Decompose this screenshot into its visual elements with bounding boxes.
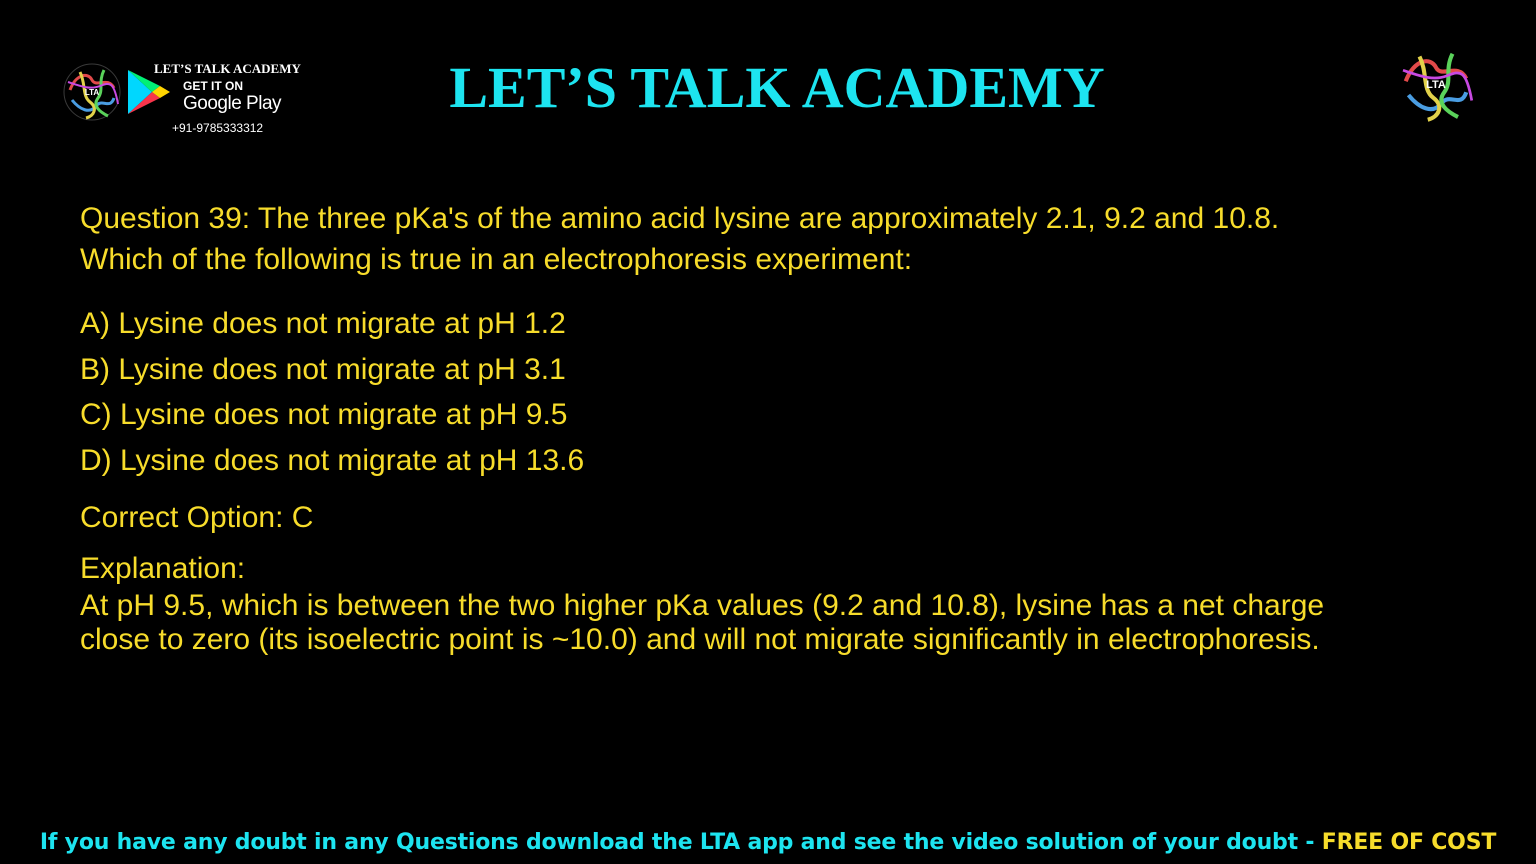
lta-molecule-logo-icon	[1392, 40, 1480, 128]
footer-message: If you have any doubt in any Questions download the LTA app and see the video solution of your doubt -	[39, 830, 1322, 855]
question-text	[80, 198, 1480, 280]
badge-academy-name: LET’S TALK ACADEMY	[154, 61, 301, 76]
question-content	[80, 198, 1480, 657]
correct-option: Correct Option: C	[80, 501, 314, 534]
badge-get-it-on: GET IT ON	[183, 79, 243, 93]
question-line-2: Which of the following is true in an electrophoresis experiment:	[80, 243, 913, 276]
svg-text:LTA: LTA	[84, 88, 100, 97]
options-list	[80, 301, 1480, 483]
badge-phone-number: +91-9785333312	[172, 121, 264, 135]
explanation-line-2: close to zero (its isoelectric point is ~10.0) and will not migrate significantly in electrophoresis.	[80, 623, 1320, 656]
option-d: D) Lysine does not migrate at pH 13.6	[80, 443, 585, 477]
explanation-label: Explanation:	[80, 552, 246, 585]
svg-text:LTA: LTA	[1426, 79, 1446, 92]
page-title: LET’S TALK ACADEMY	[449, 55, 1105, 120]
footer-banner	[0, 830, 1536, 855]
explanation-line-1: At pH 9.5, which is between the two higher pKa values (9.2 and 10.8), lysine has a net charge	[80, 589, 1325, 622]
option-c: C) Lysine does not migrate at pH 9.5	[80, 398, 568, 431]
question-line-1: Question 39: The three pKa's of the amino acid lysine are approximately 2.1, 9.2 and 10.8.	[80, 202, 1280, 235]
badge-store-name: Google Play	[183, 93, 282, 114]
option-b: B) Lysine does not migrate at pH 3.1	[80, 352, 566, 386]
explanation-text	[80, 589, 1480, 657]
option-a: A) Lysine does not migrate at pH 1.2	[80, 307, 566, 340]
footer-highlight: FREE OF COST	[1321, 830, 1497, 855]
